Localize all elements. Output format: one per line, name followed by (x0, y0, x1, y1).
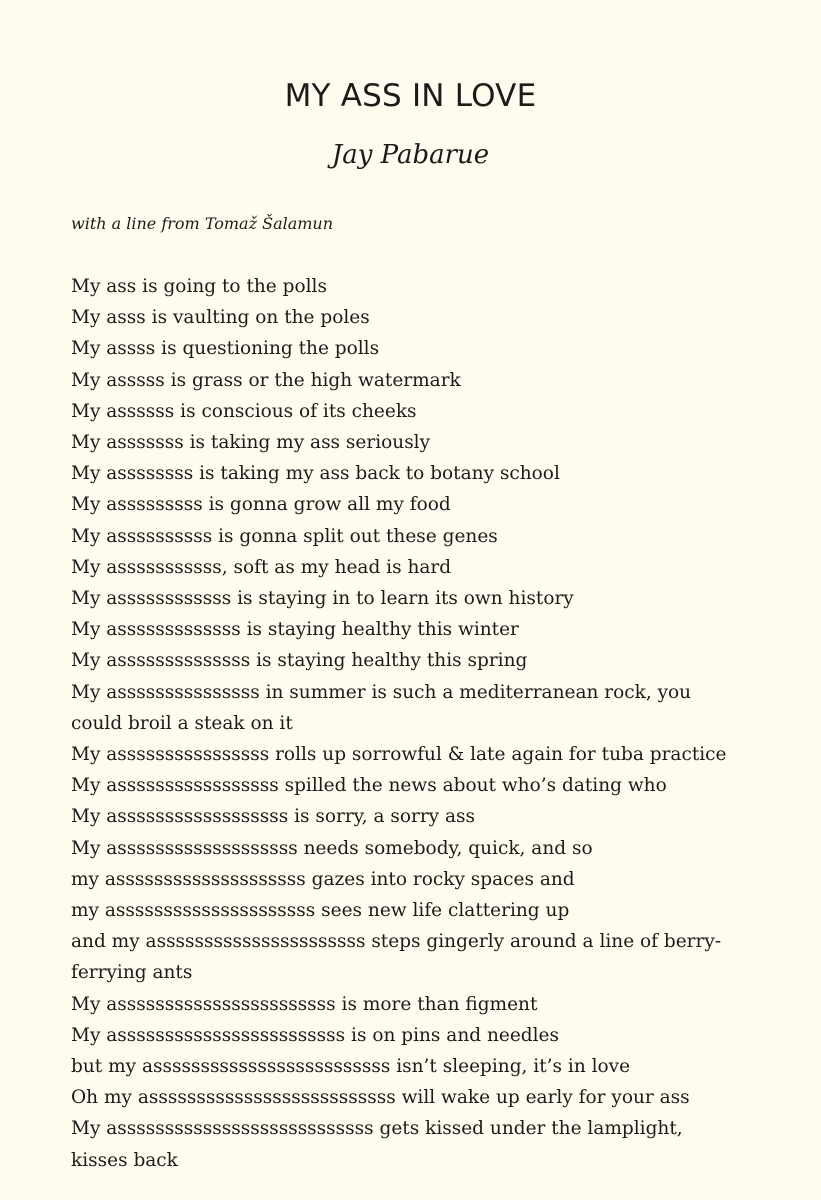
poem-line: My asssssssssssss is staying healthy this winter (71, 619, 519, 641)
poem-title: MY ASS IN LOVE (284, 78, 537, 114)
poem-line: My asssssssss is gonna grow all my food (71, 494, 451, 516)
poem-line: my asssssssssssssssssssss sees new life clattering up (71, 900, 570, 922)
poem-line: ferrying ants (71, 962, 193, 984)
poem-line: My assssssssss is gonna split out these genes (71, 525, 498, 547)
poem-line: kisses back (71, 1149, 178, 1171)
poem-line: My asssssssssssssss in summer is such a mediterranean rock, you (71, 681, 692, 703)
poem-line: My assssssssssssss is staying healthy this spring (71, 650, 528, 672)
poem-line: My assssssssssssssssss is sorry, a sorry ass (71, 806, 476, 828)
poem-line: My assssssssssssssss rolls up sorrowful & late again for tuba practice (71, 744, 727, 766)
poem-line: but my asssssssssssssssssssssssss isn’t sleeping, it’s in love (71, 1056, 631, 1078)
poem-line: My assssssssssssssssssssssss is on pins and needles (71, 1024, 559, 1046)
poem-line: My asssssssssss, soft as my head is hard (71, 556, 452, 578)
poem-line: My asssssssssssssssssss needs somebody, quick, and so (71, 837, 593, 859)
poem-line: My ass is going to the polls (71, 276, 327, 297)
poem-line: My asssssss is taking my ass seriously (71, 432, 431, 454)
poem-author: Jay Pabarue (331, 140, 490, 170)
poem-line: My assssssss is taking my ass back to botany school (71, 463, 560, 485)
poem-epigraph: with a line from Tomaž Šalamun (71, 214, 334, 233)
poem-line: and my assssssssssssssssssssss steps gingerly around a line of berry- (71, 931, 722, 953)
poem-line: My asssssssssssssssss spilled the news about who’s dating who (71, 775, 667, 797)
poem-line: my assssssssssssssssssss gazes into rocky spaces and (71, 868, 575, 890)
poem-line: Oh my assssssssssssssssssssssssss will wake up early for your ass (71, 1087, 690, 1109)
poem-line: could broil a steak on it (71, 712, 293, 734)
poem-line: My asssssssssssssssssssssssssss gets kissed under the lamplight, (71, 1118, 683, 1140)
poem-line: My asss is vaulting on the poles (71, 307, 370, 329)
poem-line: My assss is questioning the polls (71, 338, 380, 360)
poem-line: My assssss is conscious of its cheeks (71, 400, 417, 422)
poem-line: My asssss is grass or the high watermark (71, 369, 461, 391)
poem-body (71, 271, 771, 1176)
poem-line: My asssssssssssssssssssssss is more than figment (71, 993, 538, 1015)
poem-line: My assssssssssss is staying in to learn its own history (71, 588, 574, 610)
